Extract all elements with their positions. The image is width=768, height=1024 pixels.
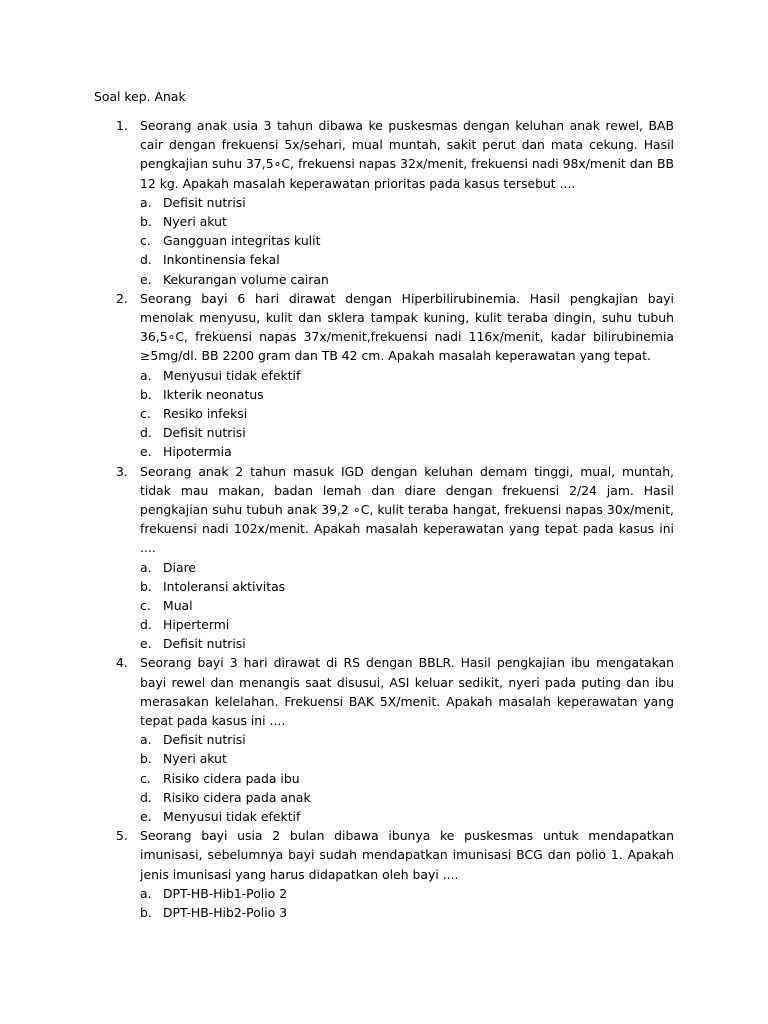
option-a [0,558,768,577]
question-4 [0,653,768,826]
option-letter: d. [140,789,152,805]
option-text: Defisit nutrisi [163,425,246,441]
answer-options [0,730,768,826]
question-text: Seorang bayi 6 hari dirawat dengan Hiperbilirubinemia. Hasil pengkajian bayi menolak menyusu, kulit dan sklera tampak kuning, kulit teraba dingin, suhu tubuh 36,5∘C, frekuensi napas 37x/menit,frekuensi nadi 116x/menit, kadar bilirubinemia ≥5mg/dl. BB 2200 gram dan TB 42 cm. Apakah masalah keperawatan yang tepat. [140,290,674,364]
option-letter: a. [140,194,152,210]
question-text: Seorang anak 2 tahun masuk IGD dengan keluhan demam tinggi, mual, muntah, tidak mau makan, badan lemah dan diare dengan frekuensi 2/24 jam. Hasil pengkajian suhu tubuh anak 39,2 ∘C, kulit teraba hangat, frekuensi napas 30x/menit, frekuensi nadi 102x/menit. Apakah masalah keperawatan yang tepat pada kasus ini .... [140,463,674,556]
question-text: Seorang bayi usia 2 bulan dibawa ibunya ke puskesmas untuk mendapatkan imunisasi, sebelumnya bayi sudah mendapatkan imunisasi BCG dan polio 1. Apakah jenis imunisasi yang harus didapatkan oleh bayi .... [140,828,674,882]
option-d [0,250,768,269]
option-letter: e. [140,444,152,460]
option-c [0,596,768,615]
option-letter: d. [140,425,152,441]
option-d [0,788,768,807]
option-a [0,193,768,212]
option-letter: d. [140,252,152,268]
question-text: Seorang bayi 3 hari dirawat di RS dengan BBLR. Hasil pengkajian ibu mengatakan bayi rewel dan menangis saat disusui, ASI keluar sedikit, nyeri pada puting dan ibu merasakan kelelahan. Frekuensi BAK 5X/menit. Apakah masalah keperawatan yang tepat pada kasus ini .... [140,655,674,729]
option-d [0,615,768,634]
option-text: Menyusui tidak efektif [163,809,301,825]
option-letter: d. [140,617,152,633]
option-text: Hipertermi [163,617,230,633]
option-letter: c. [140,597,151,613]
option-e [0,807,768,826]
option-c [0,769,768,788]
option-text: DPT-HB-Hib2-Polio 3 [163,905,288,920]
option-letter: c. [140,405,151,421]
option-text: Defisit nutrisi [163,732,246,748]
option-text: Risiko cidera pada anak [163,789,311,805]
answer-options [0,193,768,289]
option-letter: a. [140,732,152,748]
option-text: Diare [163,559,197,575]
question-number: 2. [116,290,128,306]
option-text: Menyusui tidak efektif [163,367,301,383]
option-text: Defisit nutrisi [163,194,246,210]
option-text: Resiko infeksi [163,405,248,421]
question-2 [0,289,768,462]
option-d [0,423,768,442]
option-text: Hipotermia [163,444,232,460]
question-list [0,116,768,922]
question-5 [0,826,768,922]
question-number: 1. [116,118,128,133]
option-letter: a. [140,367,152,383]
question-number: 4. [116,655,128,671]
answer-options [0,884,768,922]
option-a [0,730,768,749]
option-letter: c. [140,770,151,786]
option-letter: e. [140,636,152,652]
option-text: Nyeri akut [163,751,227,767]
option-c [0,404,768,423]
option-b [0,577,768,596]
option-letter: e. [140,809,152,825]
option-b [0,903,768,922]
answer-options [0,366,768,462]
option-text: Mual [163,597,193,613]
question-number: 5. [116,828,128,844]
question-1 [0,116,768,289]
question-3 [0,462,768,654]
option-letter: c. [140,233,151,249]
document-title: Soal kep. Anak [94,89,186,104]
question-text: Seorang anak usia 3 tahun dibawa ke puskesmas dengan keluhan anak rewel, BAB cair dengan frekuensi 5x/sehari, mual muntah, sakit perut dan mata cekung. Hasil pengkajian suhu 37,5∘C, frekuensi napas 32x/menit, frekuensi nadi 98x/menit dan BB 12 kg. Apakah masalah keperawatan prioritas pada kasus tersebut .... [140,118,674,191]
option-letter: b. [140,578,152,594]
option-letter: b. [140,386,152,402]
option-b [0,212,768,231]
option-e [0,270,768,289]
option-letter: a. [140,559,152,575]
option-letter: b. [140,751,152,767]
option-a [0,884,768,903]
option-b [0,385,768,404]
option-text: Kekurangan volume cairan [163,271,329,287]
option-c [0,231,768,250]
option-text: Defisit nutrisi [163,636,246,652]
option-text: Ikterik neonatus [163,386,264,402]
question-number: 3. [116,463,128,479]
option-a [0,366,768,385]
option-letter: e. [140,271,152,287]
option-text: Nyeri akut [163,214,227,229]
option-text: Intoleransi aktivitas [163,578,286,594]
option-text: DPT-HB-Hib1-Polio 2 [163,885,288,901]
option-text: Inkontinensia fekal [163,252,280,268]
option-e [0,634,768,653]
option-text: Risiko cidera pada ibu [163,770,300,786]
option-b [0,749,768,768]
answer-options [0,558,768,654]
option-letter: a. [140,885,152,901]
option-text: Gangguan integritas kulit [163,233,321,249]
option-letter: b. [140,214,152,229]
option-e [0,442,768,461]
option-letter: b. [140,905,152,920]
